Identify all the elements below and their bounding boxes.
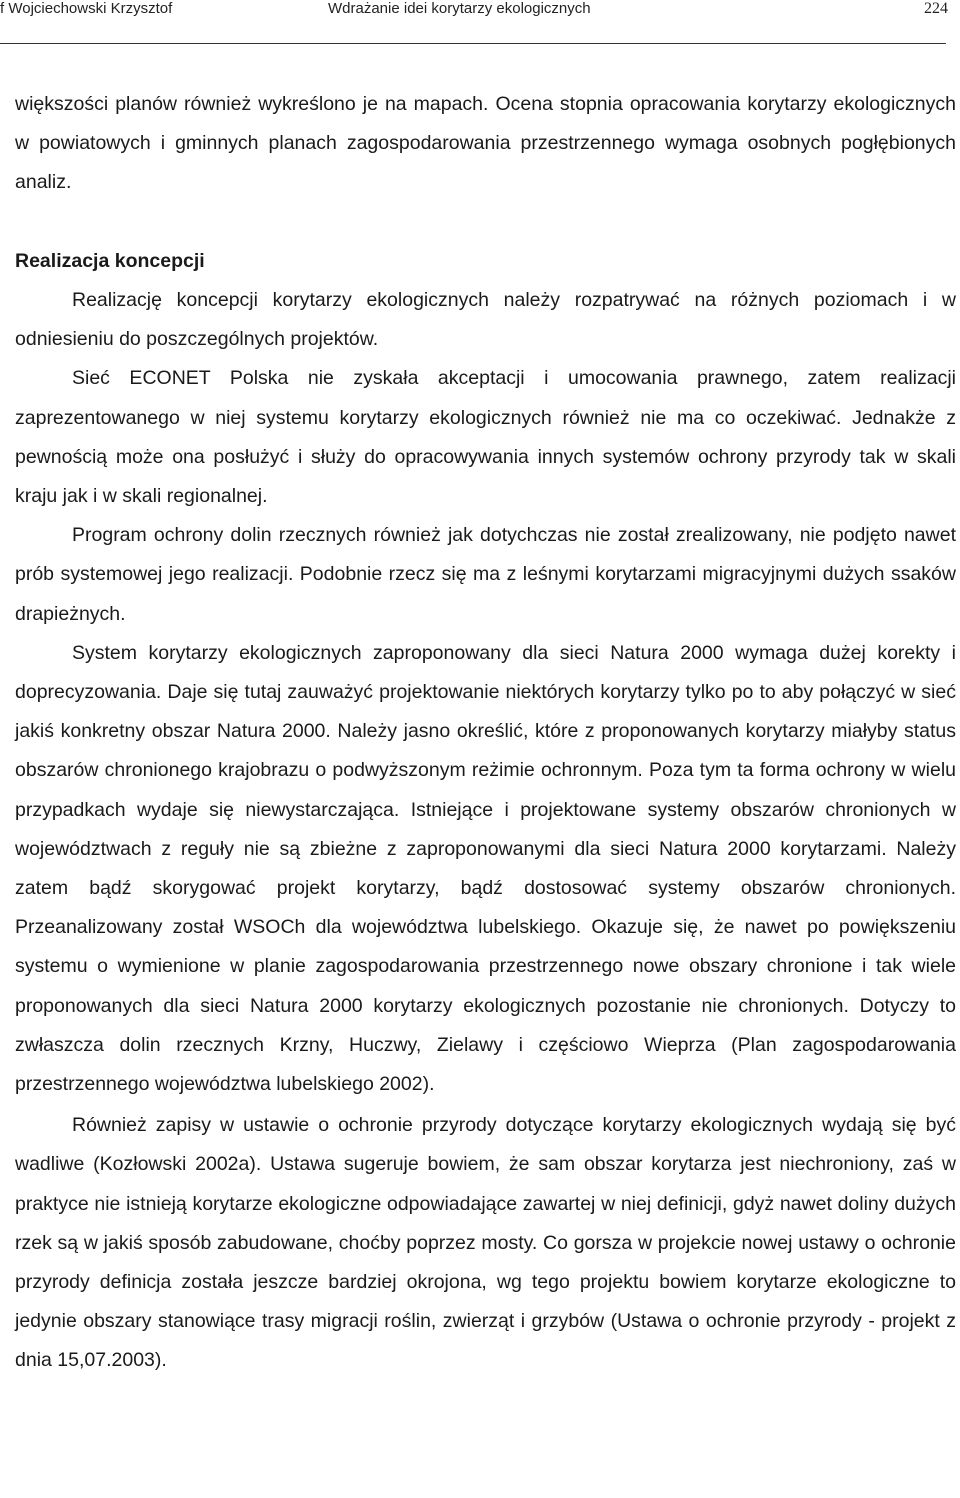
running-header xyxy=(0,0,948,22)
document-body xyxy=(15,85,956,1381)
header-author: f Wojciechowski Krzysztof xyxy=(0,0,173,17)
paragraph-econet: Sieć ECONET Polska nie zyskała akceptacji i umocowania prawnego, zatem realizacji zaprezentowanego w niej systemu korytarzy ekologicznych również nie ma co oczekiwać. Jednakże z pewnością może ona posłużyć i służy do opracowywania innych systemów ochrony przyrody tak w skali kraju jak i w skali regionalnej. xyxy=(15,367,956,508)
paragraph-program: Program ochrony dolin rzecznych również jak dotychczas nie został zrealizowany, nie podjęto nawet prób systemowej jego realizacji. Podobnie rzecz się ma z leśnymi korytarzami migracyjnymi dużych ssaków drapieżnych. xyxy=(15,524,956,625)
paragraph-natura: System korytarzy ekologicznych zaproponowany dla sieci Natura 2000 wymaga dużej korekty i doprecyzowania. Daje się tutaj zauważyć projektowanie niektórych korytarzy tylko po to aby połączyć w sieć jakiś konkretny obszar Natura 2000. Należy jasno określić, które z proponowanych korytarzy miałyby status obszarów chronionego krajobrazu o podwyższonym reżimie ochronnym. Poza tym ta forma ochrony w wielu przypadkach wydaje się niewystarczająca. Istniejące i projektowane systemy obszarów chronionych w województwach z reguły nie są zbieżne z zaproponowanymi dla sieci Natura 2000 korytarzami. Należy zatem bądź skorygować projekt korytarzy, bądź dostosować systemy obszarów chronionych. Przeanalizowany został WSOCh dla województwa lubelskiego. Okazuje się, że nawet po powiększeniu systemu o wymienione w planie zagospodarowania przestrzennego nowe obszary chronione i tak wiele proponowanych dla sieci Natura 2000 korytarzy ekologicznych pozostanie nie chronionych. Dotyczy to zwłaszcza dolin rzecznych Krzny, Huczwy, Zielawy i częściowo Wieprza (Plan zagospodarowania przestrzennego województwa lubelskiego 2002). xyxy=(15,641,956,1096)
intro-paragraph: większości planów również wykreślono je na mapach. Ocena stopnia opracowania korytarzy ekologicznych w powiatowych i gminnych planach zagospodarowania przestrzennego wymaga osobnych pogłębionych analiz. xyxy=(15,93,956,194)
section-heading: Realizacja koncepcji xyxy=(15,249,205,272)
paragraph-realizacja: Realizację koncepcji korytarzy ekologicznych należy rozpatrywać na różnych poziomach i w odniesieniu do poszczególnych projektów. xyxy=(15,289,956,351)
header-divider xyxy=(0,43,946,44)
page-number: 224 xyxy=(924,0,948,17)
paragraph-ustawa: Również zapisy w ustawie o ochronie przyrody dotyczące korytarzy ekologicznych wydają się być wadliwe (Kozłowski 2002a). Ustawa sugeruje bowiem, że sam obszar korytarza jest niechroniony, zaś w praktyce nie istnieją korytarze ekologiczne odpowiadające zawartej w niej definicji, gdyż nawet doliny dużych rzek są w jakiś sposób zabudowane, choćby poprzez mosty. Co gorsza w projekcie nowej ustawy o ochronie przyrody definicja została jeszcze bardziej okrojona, wg tego projektu bowiem korytarze ekologiczne to jedynie obszary stanowiące trasy migracji roślin, zwierząt i grzybów (Ustawa o ochronie przyrody - projekt z dnia 15,07.2003). xyxy=(15,1114,956,1372)
header-title: Wdrażanie idei korytarzy ekologicznych xyxy=(328,0,591,17)
